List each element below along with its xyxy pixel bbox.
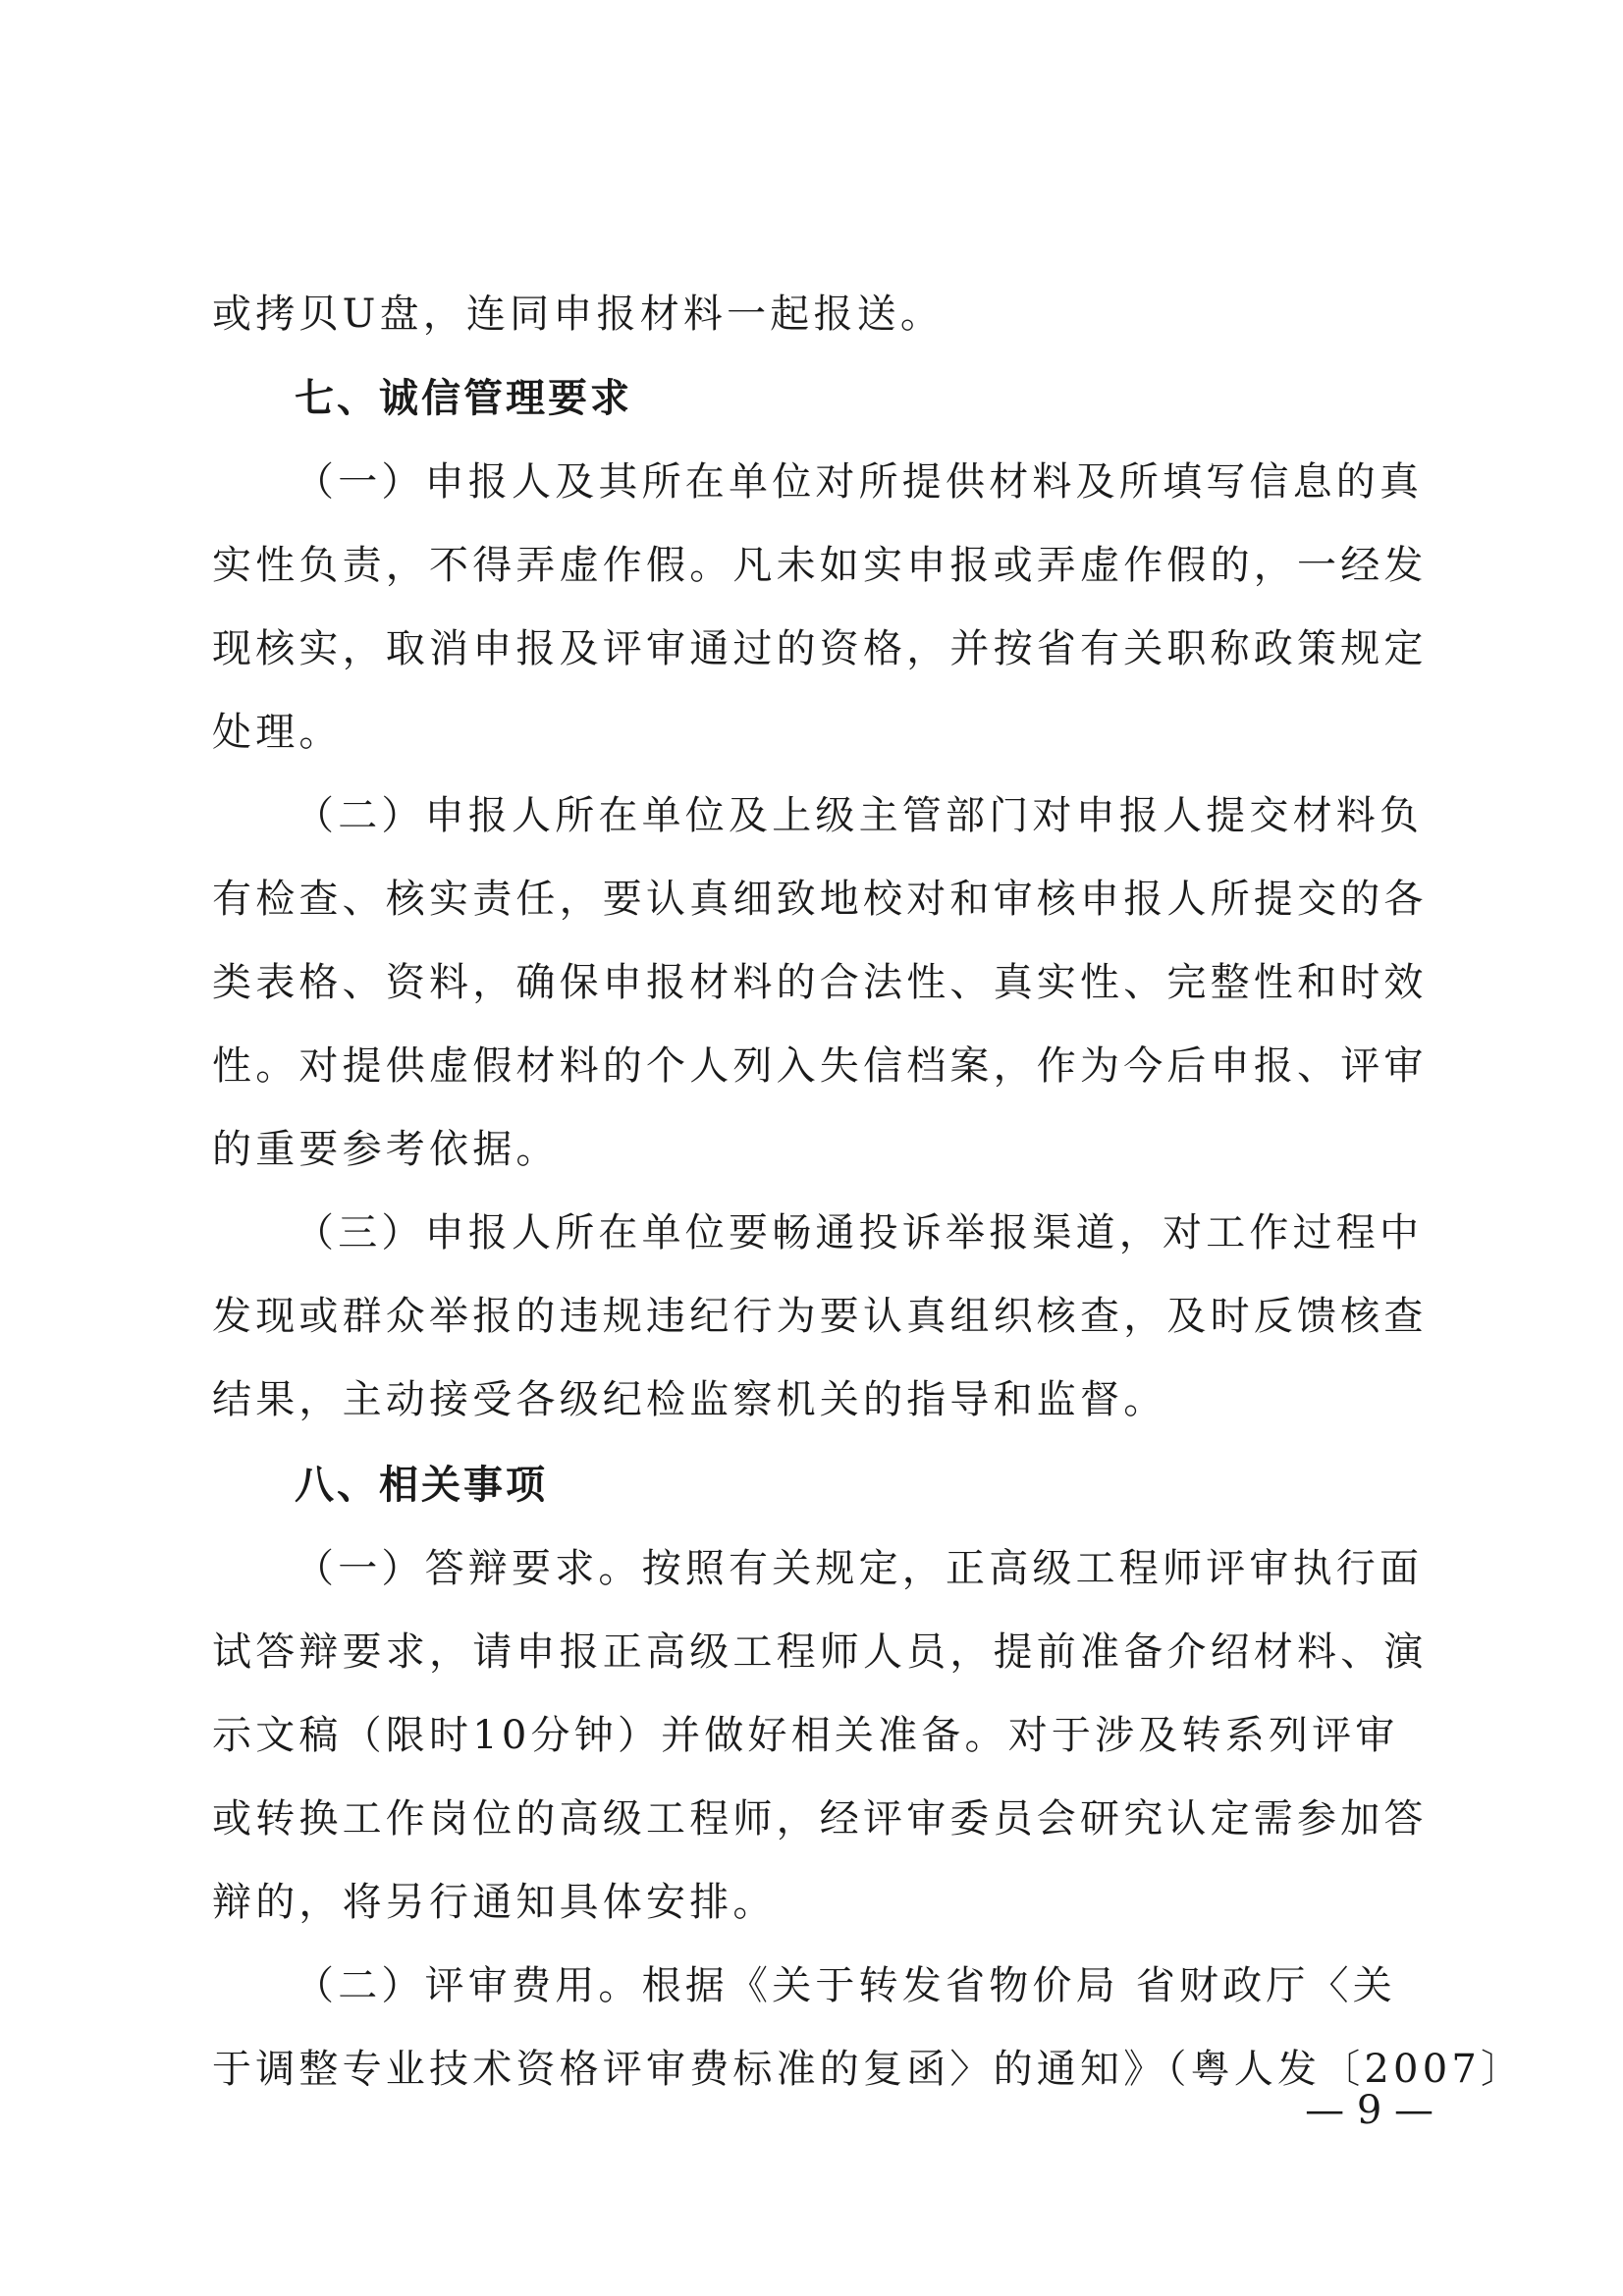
section-heading-related-matters: 八、相关事项	[295, 1463, 548, 1508]
paragraph-line: 有检查、核实责任，要认真细致地校对和审核申报人所提交的各	[212, 877, 1428, 922]
paragraph-line: 或拷贝U盘，连同申报材料一起报送。	[212, 292, 945, 337]
paragraph-line: 结果，主动接受各级纪检监察机关的指导和监督。	[212, 1377, 1167, 1422]
paragraph-line: 试答辩要求，请申报正高级工程师人员，提前准备介绍材料、演	[212, 1629, 1428, 1675]
paragraph-line: 现核实，取消申报及评审通过的资格，并按省有关职称政策规定	[212, 626, 1428, 671]
paragraph-line: 或转换工作岗位的高级工程师，经评审委员会研究认定需参加答	[212, 1796, 1428, 1842]
paragraph-line: 实性负责，不得弄虚作假。凡未如实申报或弄虚作假的，一经发	[212, 543, 1428, 588]
paragraph-line: 的重要参考依据。	[212, 1127, 560, 1172]
section-heading-integrity: 七、诚信管理要求	[295, 376, 632, 421]
page-number: — 9 —	[1305, 2088, 1434, 2133]
paragraph-line: （一）申报人及其所在单位对所提供材料及所填写信息的真	[295, 459, 1424, 505]
paragraph-line: 辩的，将另行通知具体安排。	[212, 1880, 777, 1925]
paragraph-line: （二）评审费用。根据《关于转发省物价局 省财政厅〈关	[295, 1963, 1396, 2008]
paragraph-line: （二）申报人所在单位及上级主管部门对申报人提交材料负	[295, 793, 1424, 838]
paragraph-line: 处理。	[212, 710, 343, 755]
paragraph-line: （一）答辩要求。按照有关规定，正高级工程师评审执行面	[295, 1546, 1424, 1591]
paragraph-line: （三）申报人所在单位要畅通投诉举报渠道，对工作过程中	[295, 1210, 1424, 1255]
paragraph-line: 性。对提供虚假材料的个人列入失信档案，作为今后申报、评审	[212, 1043, 1428, 1089]
paragraph-line: 发现或群众举报的违规违纪行为要认真组织核查，及时反馈核查	[212, 1294, 1428, 1339]
paragraph-line: 示文稿（限时10分钟）并做好相关准备。对于涉及转系列评审	[212, 1713, 1399, 1758]
paragraph-line: 于调整专业技术资格评审费标准的复函〉的通知》（粤人发〔2007〕	[212, 2047, 1525, 2092]
paragraph-line: 类表格、资料，确保申报材料的合法性、真实性、完整性和时效	[212, 960, 1428, 1005]
